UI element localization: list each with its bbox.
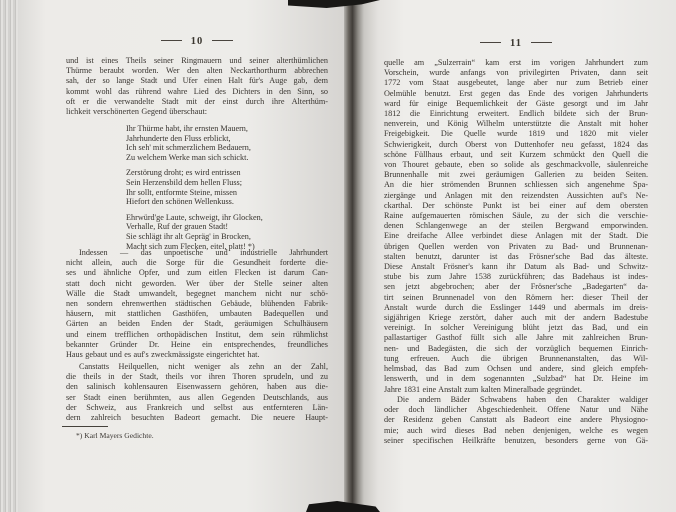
text-line: Vorschein, wurde anfangs von privilegirten Privaten, dann seit bbox=[384, 68, 648, 78]
text-line: stube bis zum Jahre 1538 zurückführen; das Badehaus ist indes- bbox=[384, 272, 648, 282]
poem-line: Zerstörung droht; es wird entrissen bbox=[126, 168, 241, 178]
folio-dash bbox=[161, 40, 182, 41]
text-line: der Schweiz, aus Frankreich und selbst aus entfernteren Län- bbox=[66, 402, 328, 412]
text-line: nenverein, und König Wilhelm unterstützte die Anstalt mit hoher bbox=[384, 119, 648, 129]
text-line: Oelmühle benutzt. Erst gegen das Ende des vorigen Jahrhunderts bbox=[384, 88, 648, 98]
text-line: pallastartiger Gasthof füllt sich alle Jahre mit zahlreichen Brun- bbox=[384, 333, 648, 343]
text-line: Diese Anstalt Frösner's kann ihr Datum als Bad- und Schwitz- bbox=[384, 262, 648, 272]
poem-line: Ehrwürd'ge Laute, schweigt, ihr Glocken, bbox=[126, 212, 263, 222]
text-line: tung erfreuen. Auch die übrigen Brunnenanstalten, das Wil- bbox=[384, 353, 648, 363]
text-line: seiner specifischen Heilkräfte benutzen, besonders gerne von Gä- bbox=[384, 435, 648, 445]
text-line: übrigen Quellen werden von Privaten zu Bad- und Brunnenan- bbox=[384, 241, 648, 251]
folio-dash bbox=[480, 42, 501, 43]
page-number: 11 bbox=[510, 38, 522, 49]
text-line: den salinisch kohlensauren Eisenwassern gehören, haben aus die- bbox=[66, 382, 328, 392]
text-line: Canstatts Heilquellen, nicht weniger als zehn an der Zahl, bbox=[79, 362, 328, 371]
poem-line: Ihr Thürme habt, ihr ernsten Mauern, bbox=[126, 124, 248, 133]
text-line: ckarthal. Der schönste Punkt ist bei einer auf dem obersten bbox=[384, 200, 648, 210]
text-line: helmsbad, das Bad zum Ochsen und andere, sind gleich empfeh- bbox=[384, 364, 648, 374]
text-line: Freigebigkeit. Die Quelle wurde 1819 und 1820 mit vieler bbox=[384, 129, 648, 139]
text-line: häusern, mit stattlichen Gasthöfen, umbauten Badequellen und bbox=[66, 309, 328, 319]
text-line: ziergänge und Anlagen mit den reizendsten Aussichten auf's Ne- bbox=[384, 190, 648, 200]
text-line: tirt seinen Brunnenadel von den Römern her: dieser Theil der bbox=[384, 292, 648, 302]
text-line: Wälle die Stadt umwandelt, begegnet manchem nicht nur schö- bbox=[66, 288, 328, 298]
text-line: nicht allein, auch die Sorge für die Gesundheit forderte die- bbox=[66, 258, 328, 268]
footnote-rule bbox=[62, 426, 108, 427]
text-line: Anstalt wurde durch die Esslinger 1449 und abermals im dreis- bbox=[384, 302, 648, 312]
text-line: Brunnenhalle mit zwei geräumigen Gallerien zu beiden Seiten. bbox=[384, 170, 648, 180]
text-line: kommt wohl das rührend wahre Lied des Dichters in den Sinn, so bbox=[66, 86, 328, 96]
text-line: ser Stadt einen berühmten, aus allen Gegenden Deutschlands, aus bbox=[66, 392, 328, 402]
poem-line: Macht sich zum Flecken, eitel, platt! *) bbox=[126, 241, 255, 251]
folio-dash bbox=[531, 42, 552, 43]
text-line: quelle am „Sulzerrain“ kam erst im vorigen Jahrhundert zum bbox=[384, 58, 648, 67]
text-line: denen Schlangenwege an der steilen Bergwand emporwinden. bbox=[384, 221, 648, 231]
poem bbox=[126, 124, 263, 257]
text-line: sen jetzt abgebrochen; aber der Frösner'sche „Badegarten“ da- bbox=[384, 282, 648, 292]
text-line: Gärten an beiden Enden der Stadt, geräumigen Schulhäusern bbox=[66, 319, 328, 329]
poem-line: Zu welchem Werke man sich schickt. bbox=[126, 152, 249, 162]
text-line: Indessen — das unpoetische und industrielle Jahrhundert bbox=[79, 248, 328, 257]
text-line: sah, der so lange Stadt und Ufer einen Halt für's Auge gab, dem bbox=[66, 76, 328, 86]
text-line: dern zahlreich besuchten Badeort gemacht. Die neuere Haupt- bbox=[66, 413, 328, 423]
text-line: Eine dreifache Allee verbindet diese Anlagen mit der Stadt. Die bbox=[384, 231, 648, 241]
text-line: sigjährigen Kriege zerstört, daher auch mit der andern Badestube bbox=[384, 313, 648, 323]
left-paragraph-3 bbox=[66, 362, 328, 423]
folio-dash bbox=[212, 40, 233, 41]
text-line: Schwierigkeit, durch Oberst von Duttenhofer neu gefasst, 1824 das bbox=[384, 139, 648, 149]
book-spine-shadow bbox=[344, 0, 364, 512]
poem-stanza-1 bbox=[126, 124, 263, 162]
text-line: Die andern Bäder Schwabens haben den Charakter waldiger bbox=[397, 395, 648, 404]
text-line: nen sondern ehrenwerthen städtischen Gebäude, blühenden Fabrik- bbox=[66, 299, 328, 309]
text-line: 1812 die Einrichtung erweitert. Endlich bildete sich der Brun- bbox=[384, 109, 648, 119]
page-number: 10 bbox=[190, 36, 204, 47]
book-page-edges bbox=[0, 0, 18, 512]
poem-line: Verhalle, Ruf der grauen Stadt! bbox=[126, 222, 229, 232]
poem-line: Ich seh' mit schmerzlichem Bedauern, bbox=[126, 143, 251, 153]
poem-line: Jahrhunderte den Fluss erblickt, bbox=[126, 133, 231, 143]
text-line: und ist eines Theils seiner Ringmauern und seiner alterthümlichen bbox=[66, 56, 328, 65]
text-line: von Thouret gebaute, eben so solide als geschmackvolle, säulenreiche bbox=[384, 160, 648, 170]
text-line: ses und ähnliche Opfer, und zum eitlen Flecken ist darum Can- bbox=[66, 268, 328, 278]
left-paragraph-2 bbox=[66, 248, 328, 360]
text-line: An die hier strömenden Brunnen schliessen sich angenehme Spa- bbox=[384, 180, 648, 190]
text-line: und einem trefflichen orthopädischen Institut, dem sein rühmlichst bbox=[66, 329, 328, 339]
text-line: der Residenz geben Canstatt als Badeort eine andere Physiogno- bbox=[384, 415, 648, 425]
poem-line: Sie schlägt ihr alt Gepräg' in Brocken, bbox=[126, 231, 251, 241]
poem-stanza-2 bbox=[126, 168, 263, 206]
poem-stanza-3 bbox=[126, 213, 263, 251]
left-paragraph-1 bbox=[66, 56, 328, 117]
text-line: ward für einige Bequemlichkeit der Gäste gesorgt und im Jahr bbox=[384, 98, 648, 108]
text-line: oft er die verwandelte Stadt mit der einst durch ihre Alterthüm- bbox=[66, 96, 328, 106]
text-line: Thürme beraubt worden. Wer den alten Neckarthorthurm abbrechen bbox=[66, 66, 328, 76]
text-line: stalten benutzt, darunter ist das Frösner'sche Bad das älteste. bbox=[384, 251, 648, 261]
footnote: *) Karl Mayers Gedichte. bbox=[76, 431, 154, 440]
text-line: vereinigt. In solcher Vereinigung blüht jetzt das Bad, und ein bbox=[384, 323, 648, 333]
text-line: die theils in der Stadt, theils vor ihren Thoren sprudeln, und zu bbox=[66, 372, 328, 382]
text-line: Raine aufgemauerten römischen Säule, zu der sich die verschie- bbox=[384, 211, 648, 221]
poem-line: Hiefort den schönen Wellenkuss. bbox=[126, 197, 234, 207]
poem-line: Ihr sollt, entformte Steine, missen bbox=[126, 187, 237, 197]
poem-line: Sein Herzensbild dem hellen Fluss; bbox=[126, 177, 242, 187]
text-line: statt doch nicht geworden. Wer über der Stelle seiner alten bbox=[66, 278, 328, 288]
left-page-folio bbox=[66, 36, 328, 47]
text-line: bekannter Gründer Dr. Heine ein entsprechendes, freundliches bbox=[66, 339, 328, 349]
text-line: Haus gebaut und es auf's zweckmässigste eingerichtet hat. bbox=[66, 350, 260, 360]
text-line: oder doch ländlicher Abgeschiedenheit. Offene Natur und Nähe bbox=[384, 405, 648, 415]
right-page-folio bbox=[384, 38, 648, 49]
text-line: nen- und Badegästen, die sich der vorzüglich bequemen Einrich- bbox=[384, 343, 648, 353]
text-line: 1772 vom Staat ausgebeutet, lange aber nur zum Betrieb einer bbox=[384, 78, 648, 88]
right-paragraph-1 bbox=[384, 58, 648, 395]
text-line: mie; auch wird dieses Bad neben denjenigen, welche es wegen bbox=[384, 425, 648, 435]
text-line: lenswerth, und in dem sogenannten „Sulzbad“ hat Dr. Heine im bbox=[384, 374, 648, 384]
text-line: schöne Füllhaus erbaut, und seit Kurzem schmückt den Quell die bbox=[384, 149, 648, 159]
right-paragraph-2 bbox=[384, 395, 648, 446]
text-line: Jahre 1831 eine Anstalt zum kalten Mineralbade gegründet. bbox=[384, 384, 582, 394]
text-line: lichkeit verschönerten Gegend überschaut: bbox=[66, 107, 208, 117]
